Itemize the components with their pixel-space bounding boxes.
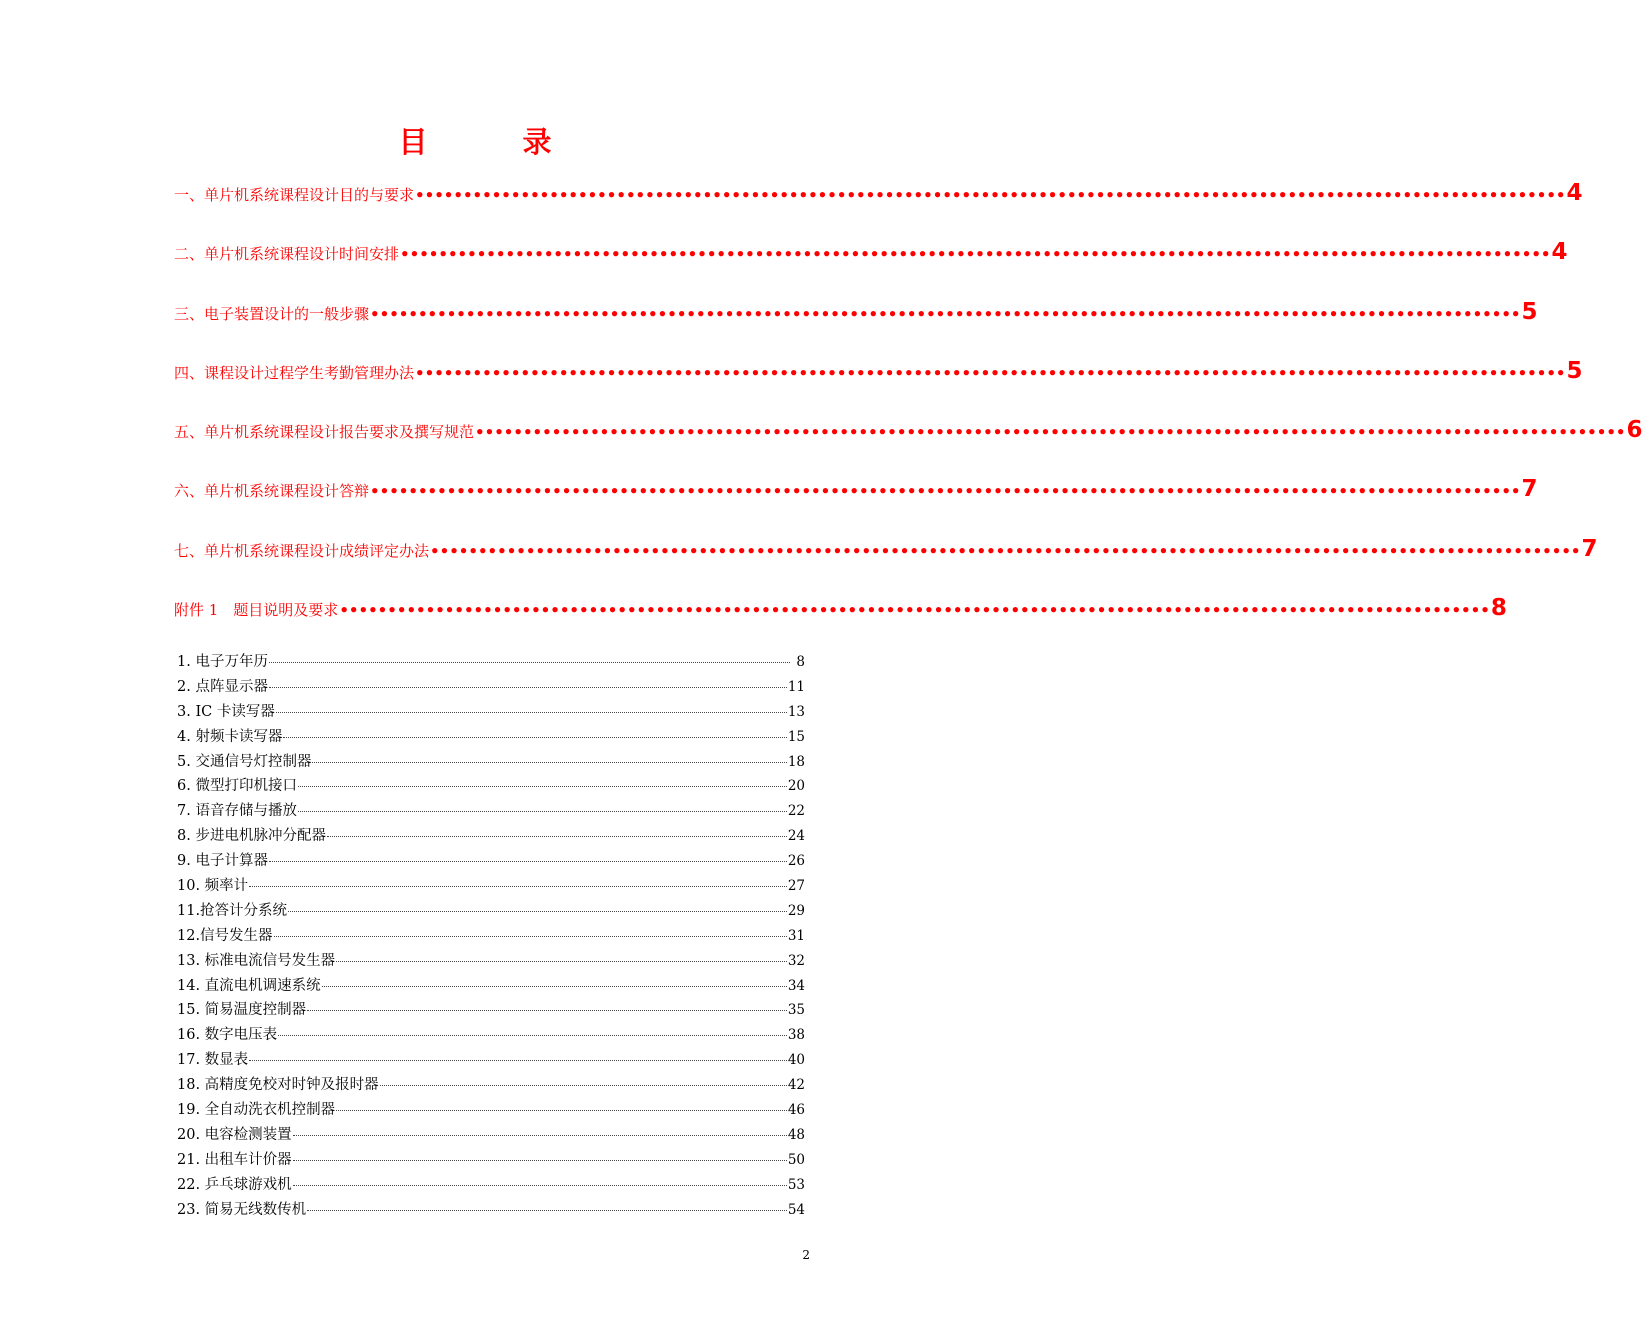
- toc-entry-page: 22: [787, 803, 805, 820]
- toc-leader-dots: ••••••••••••••••••••••••••••••••••••••••••••••••••••••••••••••••••••••••••••••••••••••••••••••••••••••••••••••••••••••••: [370, 304, 1521, 323]
- toc-entry-label: 19. 全自动洗衣机控制器: [177, 1102, 336, 1119]
- toc-entry-page: 15: [787, 728, 805, 745]
- toc-entry-page: 4: [1566, 180, 1583, 206]
- toc-entry-page: 31: [787, 927, 805, 944]
- toc-entry-page: 27: [787, 878, 805, 895]
- toc-entry-label: 10. 频率计: [177, 878, 249, 895]
- toc-entry-label: 六、单片机系统课程设计答辩: [174, 482, 370, 501]
- toc-entry-label: 七、单片机系统课程设计成绩评定办法: [174, 541, 430, 560]
- toc-minor-entry[interactable]: [177, 924, 805, 949]
- toc-entry-page: 5: [1521, 298, 1538, 325]
- toc-entry-label: 四、课程设计过程学生考勤管理办法: [174, 363, 415, 382]
- toc-entry-page: 5: [1566, 357, 1583, 384]
- toc-leader-dots: [307, 1210, 787, 1211]
- toc-entry-page: 48: [787, 1126, 805, 1143]
- toc-leader-dots: [336, 961, 787, 962]
- toc-entry-page: 38: [787, 1027, 805, 1044]
- toc-entry-label: 一、单片机系统课程设计目的与要求: [174, 186, 415, 204]
- toc-leader-dots: [298, 811, 787, 812]
- toc-entry-page: 6: [1626, 417, 1643, 444]
- toc-leader-dots: ••••••••••••••••••••••••••••••••••••••••••••••••••••••••••••••••••••••••••••••••••••••••••••••••••••••••••••••••••••••••: [400, 245, 1551, 264]
- toc-entry-label: 11.抢答计分系统: [177, 902, 288, 919]
- toc-entry-label: 1. 电子万年历: [177, 654, 268, 670]
- toc-major-entry[interactable]: [174, 595, 1507, 654]
- toc-entry-page: 8: [1490, 595, 1507, 622]
- toc-leader-dots: [336, 1110, 787, 1111]
- toc-minor-entry[interactable]: [177, 949, 805, 974]
- toc-entry-label: 13. 标准电流信号发生器: [177, 952, 336, 969]
- toc-minor-entry[interactable]: [177, 1098, 805, 1123]
- toc-entry-label: 21. 出租车计价器: [177, 1151, 292, 1168]
- toc-major-entry[interactable]: [174, 476, 1538, 535]
- toc-leader-dots: [274, 936, 787, 937]
- toc-major-entry[interactable]: [174, 357, 1583, 417]
- toc-leader-dots: [293, 1185, 787, 1186]
- toc-entry-page: 8: [796, 654, 805, 670]
- toc-leader-dots: ••••••••••••••••••••••••••••••••••••••••••••••••••••••••••••••••••••••••••••••••••••••••••••••••••••••••••••••••••••••••: [415, 363, 1566, 382]
- toc-entry-label: 附件 1 题目说明及要求: [174, 601, 339, 620]
- toc-minor-entry[interactable]: [177, 899, 805, 924]
- toc-leader-dots: [293, 1160, 787, 1161]
- toc-entry-page: 54: [787, 1201, 805, 1218]
- toc-major-list: [174, 180, 1643, 654]
- toc-minor-entry[interactable]: [177, 998, 805, 1023]
- toc-minor-entry[interactable]: [177, 1048, 805, 1073]
- toc-minor-entry[interactable]: [177, 874, 805, 899]
- toc-leader-dots: [288, 911, 787, 912]
- toc-leader-dots: [283, 737, 786, 738]
- toc-entry-label: 3. IC 卡读写器: [177, 703, 275, 720]
- toc-minor-entry[interactable]: [177, 1198, 805, 1223]
- toc-entry-label: 15. 简易温度控制器: [177, 1002, 307, 1019]
- toc-minor-entry[interactable]: [177, 725, 805, 750]
- toc-minor-entry[interactable]: [177, 824, 805, 849]
- toc-entry-label: 18. 高精度免校对时钟及报时器: [177, 1077, 379, 1094]
- toc-minor-entry[interactable]: [177, 1023, 805, 1048]
- toc-leader-dots: ••••••••••••••••••••••••••••••••••••••••••••••••••••••••••••••••••••••••••••••••••••••••••••••••••••••••••••••••••••••••: [370, 482, 1521, 501]
- toc-entry-page: 11: [787, 678, 805, 695]
- toc-entry-label: 二、单片机系统课程设计时间安排: [174, 245, 400, 264]
- toc-entry-label: 16. 数字电压表: [177, 1027, 278, 1044]
- toc-entry-label: 22. 乒乓球游戏机: [177, 1176, 292, 1193]
- toc-minor-entry[interactable]: [177, 1123, 805, 1148]
- toc-minor-entry[interactable]: [177, 774, 805, 799]
- toc-entry-label: 8. 步进电机脉冲分配器: [177, 828, 326, 845]
- toc-title-char-2: 录: [522, 125, 552, 159]
- toc-major-entry[interactable]: [174, 417, 1643, 476]
- toc-entry-page: 24: [787, 828, 805, 845]
- toc-entry-page: 53: [787, 1176, 805, 1193]
- toc-entry-page: 35: [787, 1002, 805, 1019]
- toc-leader-dots: [249, 886, 787, 887]
- toc-entry-page: 34: [787, 977, 805, 994]
- toc-minor-entry[interactable]: [177, 650, 805, 675]
- toc-leader-dots: [278, 1035, 787, 1036]
- toc-entry-page: 42: [787, 1077, 805, 1094]
- toc-leader-dots: [269, 861, 787, 862]
- toc-entry-label: 4. 射频卡读写器: [177, 728, 283, 745]
- toc-leader-dots: [327, 836, 787, 837]
- toc-leader-dots: [380, 1085, 787, 1086]
- toc-leader-dots: ••••••••••••••••••••••••••••••••••••••••••••••••••••••••••••••••••••••••••••••••••••••••••••••••••••••••••••••••••••••••: [339, 601, 1490, 620]
- toc-entry-page: 29: [787, 902, 805, 919]
- page-number: 2: [802, 1248, 810, 1262]
- toc-minor-list: [177, 650, 805, 1222]
- toc-leader-dots: [276, 712, 787, 713]
- toc-leader-dots: [298, 786, 787, 787]
- toc-minor-entry[interactable]: [177, 974, 805, 999]
- toc-entry-page: 32: [787, 952, 805, 969]
- toc-leader-dots: [293, 1135, 787, 1136]
- toc-leader-dots: ••••••••••••••••••••••••••••••••••••••••••••••••••••••••••••••••••••••••••••••••••••••••••••••••••••••••••••••••••••••••: [430, 541, 1581, 560]
- toc-minor-entry[interactable]: [177, 799, 805, 824]
- toc-entry-page: 4: [1551, 239, 1568, 266]
- toc-leader-dots: ••••••••••••••••••••••••••••••••••••••••••••••••••••••••••••••••••••••••••••••••••••••••••••••••••••••••••••••••••••••••: [415, 186, 1566, 204]
- toc-entry-page: 7: [1581, 535, 1598, 562]
- toc-entry-label: 17. 数显表: [177, 1052, 249, 1069]
- toc-entry-label: 12.信号发生器: [177, 927, 273, 944]
- toc-minor-entry[interactable]: [177, 1173, 805, 1198]
- toc-entry-label: 23. 简易无线数传机: [177, 1201, 307, 1218]
- toc-entry-label: 9. 电子计算器: [177, 853, 268, 870]
- toc-leader-dots: [249, 1060, 787, 1061]
- toc-minor-entry[interactable]: [177, 1073, 805, 1098]
- toc-leader-dots: [312, 762, 786, 763]
- toc-major-entry[interactable]: [174, 180, 1583, 239]
- toc-entry-label: 7. 语音存储与播放: [177, 803, 297, 820]
- toc-entry-page: 18: [787, 753, 805, 770]
- toc-major-entry[interactable]: [174, 298, 1538, 358]
- toc-leader-dots: ••••••••••••••••••••••••••••••••••••••••••••••••••••••••••••••••••••••••••••••••••••••••••••••••••••••••••••••••••••••••: [475, 423, 1626, 442]
- toc-entry-label: 6. 微型打印机接口: [177, 778, 297, 795]
- toc-entry-label: 14. 直流电机调速系统: [177, 977, 321, 994]
- toc-leader-dots: [269, 662, 790, 663]
- toc-title: [0, 122, 950, 162]
- toc-entry-page: 13: [787, 703, 805, 720]
- toc-minor-entry[interactable]: [177, 1148, 805, 1173]
- toc-entry-label: 三、电子装置设计的一般步骤: [174, 304, 370, 323]
- toc-minor-entry[interactable]: [177, 849, 805, 874]
- toc-major-entry[interactable]: [174, 535, 1598, 595]
- toc-entry-page: 20: [787, 778, 805, 795]
- toc-entry-label: 20. 电容检测装置: [177, 1126, 292, 1143]
- toc-title-char-1: 目: [398, 125, 428, 159]
- toc-entry-page: 26: [787, 853, 805, 870]
- toc-leader-dots: [307, 1010, 787, 1011]
- toc-major-entry[interactable]: [174, 239, 1568, 298]
- toc-entry-page: 50: [787, 1151, 805, 1168]
- toc-leader-dots: [322, 986, 787, 987]
- toc-minor-entry[interactable]: [177, 700, 805, 725]
- toc-leader-dots: [269, 687, 787, 688]
- toc-entry-page: 46: [787, 1102, 805, 1119]
- toc-entry-label: 2. 点阵显示器: [177, 678, 268, 695]
- toc-entry-label: 五、单片机系统课程设计报告要求及撰写规范: [174, 423, 475, 442]
- toc-entry-page: 40: [787, 1052, 805, 1069]
- toc-entry-page: 7: [1521, 476, 1538, 503]
- toc-minor-entry[interactable]: [177, 750, 805, 775]
- toc-entry-label: 5. 交通信号灯控制器: [177, 753, 312, 770]
- toc-minor-entry[interactable]: [177, 675, 805, 700]
